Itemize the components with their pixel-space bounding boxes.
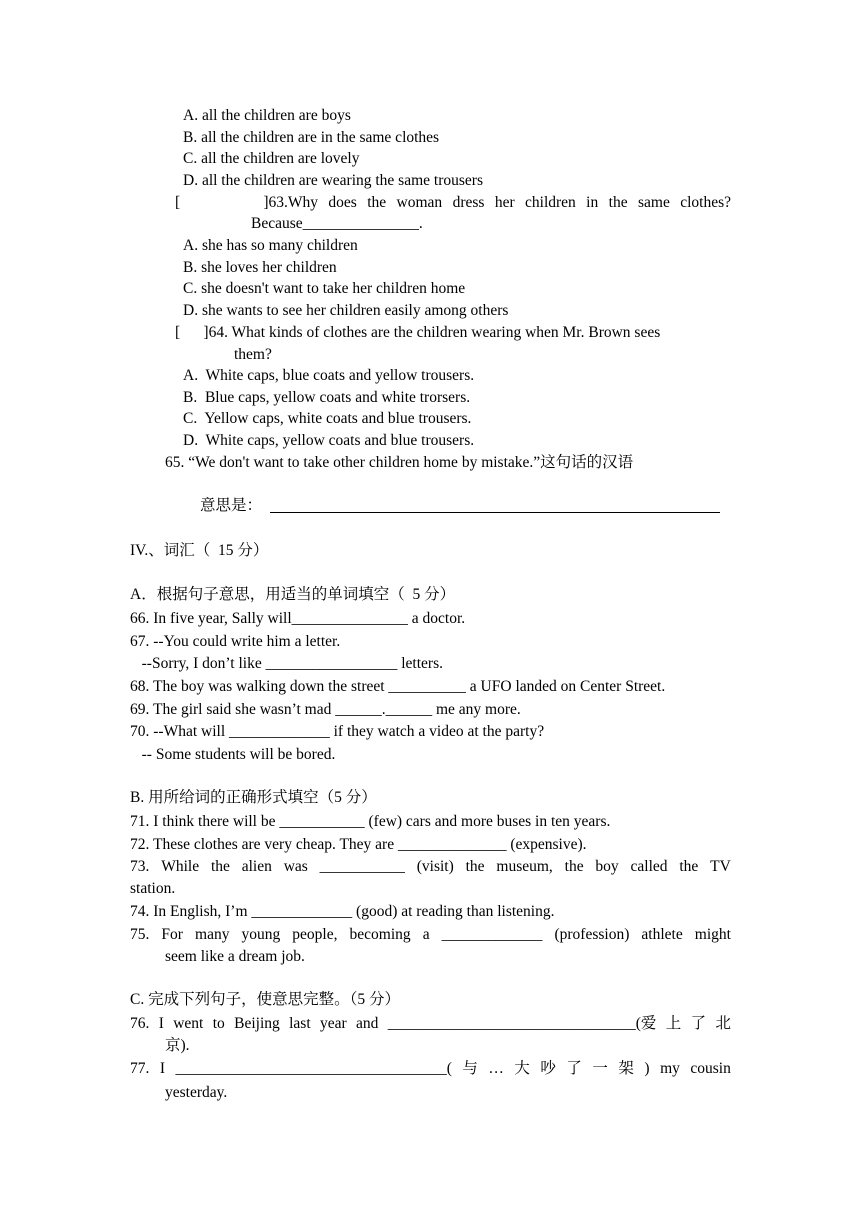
q77-word: cousin [690, 1060, 731, 1077]
q65-answer-prompt: 意思是： [200, 497, 263, 514]
q63-option-d: D. she wants to see her children easily among others [183, 302, 509, 319]
q77-word: 吵 [540, 1060, 556, 1077]
q77-word: … [488, 1060, 504, 1077]
q76-line1 [130, 1014, 731, 1034]
q65-question: 65. “We don't want to take other children home by mistake.”这句话的汉语 [165, 454, 634, 471]
q77-word: 与 [462, 1060, 478, 1077]
q73-word: boy [595, 858, 619, 875]
q76-word: 北 [715, 1015, 731, 1032]
q77-blank[interactable]: ___________________________________( [175, 1060, 452, 1077]
q75-blank[interactable]: _____________ [441, 926, 543, 943]
q62-option-b: B. all the children are in the same clothes [183, 129, 440, 146]
q71: 71. I think there will be ___________ (few) cars and more buses in ten years. [130, 813, 611, 830]
q75-line1 [130, 925, 731, 945]
q67-line2: --Sorry, I don’t like _________________ letters. [130, 655, 443, 672]
q73-word: was [283, 858, 308, 875]
q64-option-b: B. Blue caps, yellow coats and white trorsers. [183, 389, 471, 406]
q76-word: 76. [130, 1015, 150, 1032]
q75-word: becoming [349, 926, 411, 943]
q65-answer-line[interactable] [270, 512, 720, 513]
q76-line2: 京). [165, 1037, 190, 1054]
q62-option-c: C. all the children are lovely [183, 150, 360, 167]
q73-line2: station. [130, 880, 176, 897]
q73-word: 73. [130, 858, 150, 875]
q73-word: While [161, 858, 200, 875]
q64-option-a: A. White caps, blue coats and yellow trousers. [183, 367, 475, 384]
q76-word: 了 [690, 1015, 707, 1032]
q73-blank[interactable]: ___________ [319, 858, 405, 875]
q75-word: a [422, 926, 430, 943]
q73-word: called [630, 858, 668, 875]
q64-option-d: D. White caps, yellow coats and blue trousers. [183, 432, 475, 449]
q75-word: many [195, 926, 230, 943]
q75-word: For [161, 926, 183, 943]
q64-question-cont: them? [234, 346, 272, 363]
q62-option-d: D. all the children are wearing the same trousers [183, 172, 483, 189]
q75-line2: seem like a dream job. [165, 948, 305, 965]
q77-word: ) [644, 1060, 650, 1077]
q75-word: people, [292, 926, 338, 943]
q77-line1 [130, 1059, 731, 1079]
q63-option-a: A. she has so many children [183, 237, 358, 254]
q76-word: Beijing [234, 1015, 280, 1032]
q76-word: to [212, 1015, 225, 1032]
q76-word: 上 [665, 1015, 682, 1032]
q77-word: 架 [618, 1060, 634, 1077]
q73-word: the [679, 858, 699, 875]
q75-word: might [694, 926, 731, 943]
q64-option-c: C. Yellow caps, white coats and blue trousers. [183, 410, 472, 427]
q69: 69. The girl said she wasn’t mad ______.______ me any more. [130, 701, 521, 718]
part-b-title: B. 用所给词的正确形式填空（5 分） [130, 789, 377, 806]
q76-word: year [319, 1015, 347, 1032]
q63-question-cont: Because_______________. [251, 215, 423, 232]
q76-word: went [173, 1015, 204, 1032]
q77-line2: yesterday. [165, 1084, 228, 1101]
q73-word: the [465, 858, 485, 875]
q77-word: I [159, 1060, 166, 1077]
q73-word: museum, [496, 858, 553, 875]
q70-line2: -- Some students will be bored. [130, 746, 336, 763]
q73-word: (visit) [416, 858, 454, 875]
q76-word: I [158, 1015, 164, 1032]
q75-word: (profession) [554, 926, 630, 943]
q75-word: 75. [130, 926, 150, 943]
q70-line1: 70. --What will _____________ if they watch a video at the party? [130, 723, 545, 740]
q73-word: the [564, 858, 584, 875]
q72: 72. These clothes are very cheap. They are ______________ (expensive). [130, 836, 587, 853]
q73-word: the [210, 858, 230, 875]
q73-word: alien [241, 858, 272, 875]
q66: 66. In five year, Sally will_______________ a doctor. [130, 610, 466, 627]
q63-option-c: C. she doesn't want to take her children home [183, 280, 466, 297]
q77-word: 77. [130, 1060, 150, 1077]
q64-question: [ ]64. What kinds of clothes are the children wearing when Mr. Brown sees [175, 324, 661, 341]
q73-word: TV [710, 858, 731, 875]
part-a-title: A．根据句子意思，用适当的单词填空（ 5 分） [130, 586, 456, 603]
section-4-title: IV.、词汇（ 15 分） [130, 542, 269, 559]
part-c-title: C. 完成下列句子，使意思完整。（5 分） [130, 991, 400, 1008]
q77-word: 了 [566, 1060, 582, 1077]
q75-word: athlete [641, 926, 683, 943]
q76-blank[interactable]: ________________________________(爱 [387, 1015, 657, 1032]
q63-question: [ ]63.Why does the woman dress her children in the same clothes? [175, 194, 731, 211]
q74: 74. In English, I’m _____________ (good) at reading than listening. [130, 903, 555, 920]
q76-word: last [289, 1015, 311, 1032]
q67-line1: 67. --You could write him a letter. [130, 633, 341, 650]
q77-word: 一 [592, 1060, 608, 1077]
q62-option-a: A. all the children are boys [183, 107, 351, 124]
q63-option-b: B. she loves her children [183, 259, 337, 276]
q73-line1 [130, 857, 731, 877]
q75-word: young [241, 926, 281, 943]
q77-word: my [660, 1060, 680, 1077]
q68: 68. The boy was walking down the street __________ a UFO landed on Center Street. [130, 678, 666, 695]
q77-word: 大 [514, 1060, 530, 1077]
q76-word: and [356, 1015, 379, 1032]
